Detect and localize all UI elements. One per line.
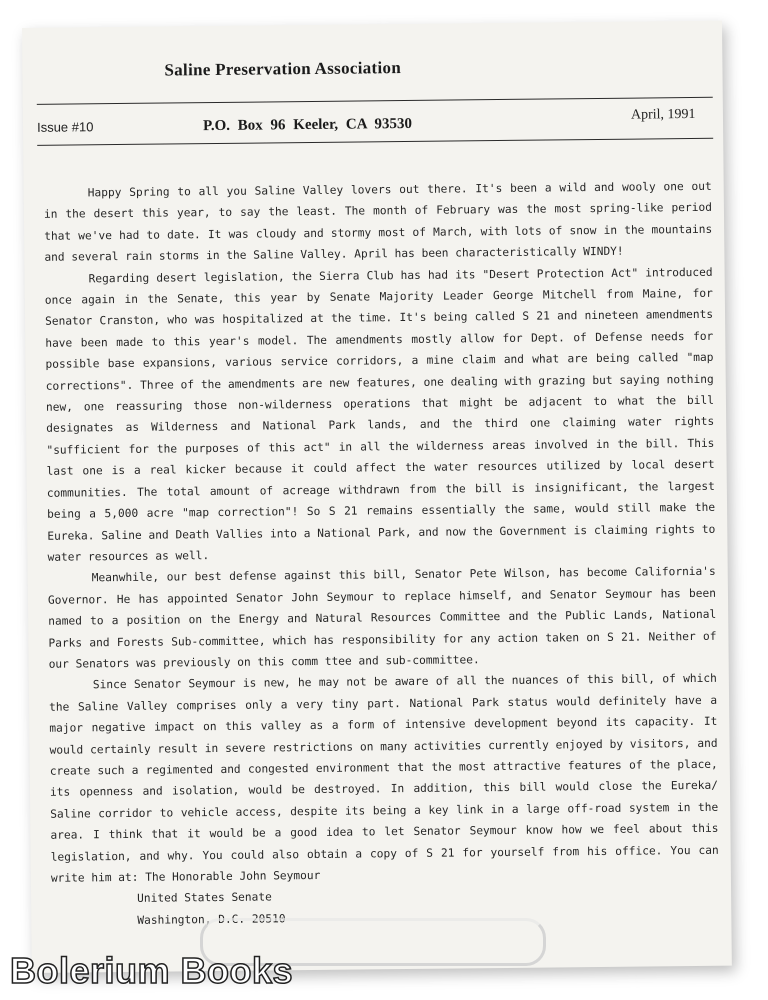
postal-address: P.O. Box 96 Keeler, CA 93530 <box>202 115 413 135</box>
paragraph: Since Senator Seymour is new, he may not be aware of all the nuances of this bill, of which the Saline Valley comprises only a very tiny part. National Park status would definitely have a major negative impact on this valley as a form of intensive development beyond its capacity. It would certainly result in severe restrictions on many activities currently enjoyed by visitors, and create such a regimented and congested environment that the most attractive features of the place, its openness and isolation, would be destroyed. In addition, this bill would close the Eureka/ Saline corridor to vehicle access, despite its being a key link in a large off-road system in the area. I think that it would be a good idea to let Senator Seymour know how we feel about this legislation, and why. You could also obtain a copy of S 21 for yourself from his office. You can write him at: The Honorable John Seymour <box>49 672 719 885</box>
newsletter-body <box>44 176 720 932</box>
address-line: Washington, D.C. 20510 <box>137 912 286 927</box>
issue-date: April, 1991 <box>630 106 696 123</box>
organization-title: Saline Preservation Association <box>164 58 402 80</box>
bookseller-watermark: Bolerium Books <box>10 950 294 991</box>
header-rule-bottom <box>37 138 713 146</box>
paragraph: Happy Spring to all you Saline Valley lovers out there. It's been a wild and wooly one out in the desert this year, to say the least. The month of February was the most spring-like period that we've had to date. It was cloudy and stormy most of March, with lots of snow in the mountains and several rain storms in the Saline Valley. April has been characteristically WINDY! <box>43 179 713 264</box>
newsletter-page <box>22 21 732 973</box>
issue-number: Issue #10 <box>36 119 94 135</box>
paragraph: Regarding desert legislation, the Sierra Club has had its "Desert Protection Act" introduced once again in the Senate, this year by Senate Majority Leader George Mitchell from Maine, for Senator Cranston, who was hospitalized at the time. It's being called S 21 and nineteen amendments have been made to this year's model. The amendments mostly allow for Dept. of Defense needs for possible base expansions, various service corridors, a mine claim and what are being called "map corrections". Three of the amendments are new features, one dealing with grazing but saying nothing new, one reassuring those non-wilderness operations that might be adjacent to what the bill designates as Wilderness and National Park lands, and the third one claiming water rights "sufficient for the purposes of this act" in all the wilderness areas involved in the bill. This last one is a real kicker because it could affect the water resources utilized by local desert communities. The total amount of acreage withdrawn from the bill is insignificant, the largest being a 5,000 acre "map correction"! So S 21 remains essentially the same, would still make the Eureka. Saline and Death Vallies into a National Park, and now the Government is claiming rights to water resources as well. <box>44 265 716 564</box>
paragraph: Meanwhile, our best defense against this bill, Senator Pete Wilson, has become California's Governor. He has appointed Senator John Seymour to replace himself, and Senator Seymour has been named to a position on the Energy and Natural Resources Committee and the Public Lands, National Parks and Forests Sub-committee, which has responsibility for any action taken on S 21. Neither of our Senators was previously on this comm ttee and sub-committee. <box>47 565 717 671</box>
header-rule-top <box>37 97 713 105</box>
address-line: United States Senate <box>137 890 272 906</box>
